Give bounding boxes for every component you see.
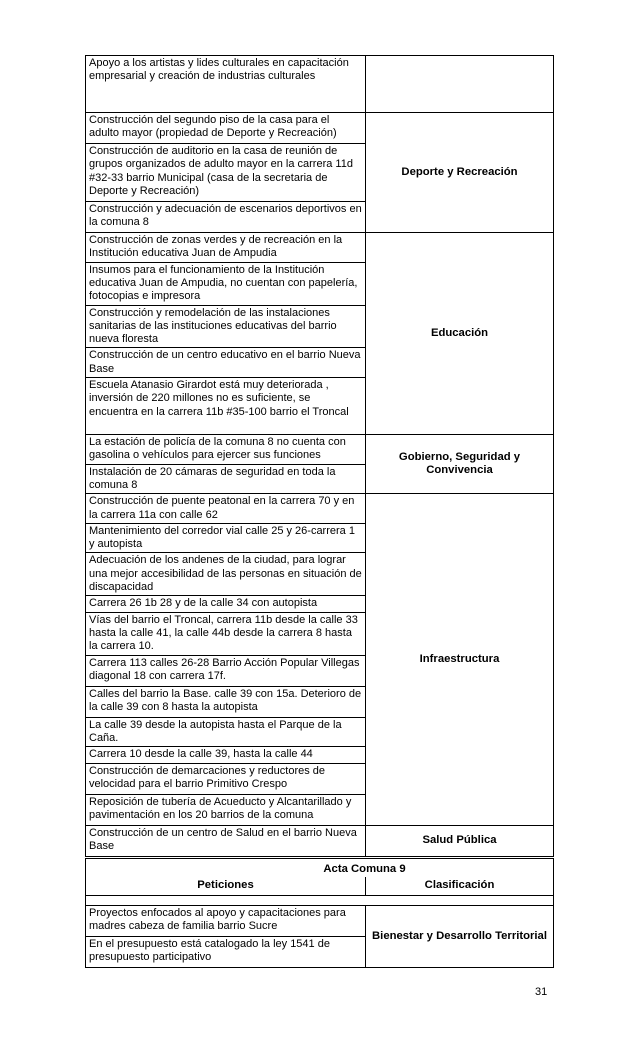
petition-cell: Construcción y adecuación de escenarios deportivos en la comuna 8: [86, 202, 366, 233]
category-infraestructura: Infraestructura: [366, 494, 554, 825]
petition-cell: Construcción de puente peatonal en la carrera 70 y en la carrera 11a con calle 62: [86, 494, 366, 524]
spacer-cell: [366, 895, 554, 905]
petition-cell: Construcción de un centro educativo en el barrio Nueva Base: [86, 348, 366, 378]
category-cell-empty: [366, 56, 554, 113]
category-gobierno: Gobierno, Seguridad y Convivencia: [366, 435, 554, 494]
petition-cell: Construcción del segundo piso de la casa para el adulto mayor (propiedad de Deporte y Recreación): [86, 113, 366, 144]
acta-title-text: Acta Comuna 9: [323, 863, 406, 875]
table-row: [86, 233, 554, 263]
table-row: [86, 56, 554, 113]
petition-cell: Adecuación de los andenes de la ciudad, para lograr una mejor accesibilidad de las personas en situación de discapacidad: [86, 553, 366, 596]
spacer-cell: [86, 895, 366, 905]
petition-cell: Escuela Atanasio Girardot está muy deteriorada , inversión de 220 millones no es suficiente, se encuentra en la carrera 11b #35-100 barrio el Troncal: [86, 378, 366, 435]
table-row: [86, 113, 554, 144]
petition-cell: Carrera 26 1b 28 y de la calle 34 con autopista: [86, 596, 366, 612]
petition-cell: Proyectos enfocados al apoyo y capacitaciones para madres cabeza de familia barrio Sucre: [86, 905, 366, 936]
acta-title: [86, 859, 554, 878]
petition-cell: Instalación de 20 cámaras de seguridad en toda la comuna 8: [86, 464, 366, 494]
petition-cell: La calle 39 desde la autopista hasta el Parque de la Caña.: [86, 717, 366, 747]
petition-cell: Construcción y remodelación de las instalaciones sanitarias de las instituciones educativas del barrio nueva floresta: [86, 305, 366, 348]
petition-cell: Apoyo a los artistas y lides culturales en capacitación empresarial y creación de industrias culturales: [86, 56, 366, 113]
table-row: [86, 905, 554, 936]
page-number: 31: [535, 986, 548, 998]
column-header-clasificacion: Clasificación: [366, 877, 554, 895]
petition-cell: En el presupuesto está catalogado la ley 1541 de presupuesto participativo: [86, 936, 366, 967]
table-row: [86, 494, 554, 524]
column-header-peticiones: Peticiones: [86, 877, 366, 895]
table-row: [86, 435, 554, 465]
petition-cell: Construcción de demarcaciones y reductores de velocidad para el barrio Primitivo Crespo: [86, 763, 366, 794]
main-petitions-table: [85, 55, 554, 857]
petition-cell: La estación de policía de la comuna 8 no cuenta con gasolina o vehículos para ejercer sus funciones: [86, 435, 366, 465]
category-salud: Salud Pública: [366, 825, 554, 856]
spacer-row: [86, 895, 554, 905]
category-educacion: Educación: [366, 233, 554, 435]
acta-comuna-9-table: [85, 858, 554, 968]
table-row: [86, 825, 554, 856]
petition-cell: Construcción de zonas verdes y de recreación en la Institución educativa Juan de Ampudia: [86, 233, 366, 263]
category-bienestar: Bienestar y Desarrollo Territorial: [366, 905, 554, 967]
petition-cell: Insumos para el funcionamiento de la Institución educativa Juan de Ampudia, no cuentan con papelería, fotocopias e impresora: [86, 262, 366, 305]
petition-cell: Carrera 10 desde la calle 39, hasta la calle 44: [86, 747, 366, 763]
petition-cell: Carrera 113 calles 26-28 Barrio Acción Popular Villegas diagonal 18 con carrera 17f.: [86, 655, 366, 686]
petition-cell: Vías del barrio el Troncal, carrera 11b desde la calle 33 hasta la calle 41, la calle 44b desde la carrera 8 hasta la carrera 10.: [86, 612, 366, 655]
acta-title-row: [86, 859, 554, 878]
petition-cell: Construcción de auditorio en la casa de reunión de grupos organizados de adulto mayor en la carrera 11d #32-33 barrio Municipal (casa de la secretaria de Deporte y Recreación): [86, 144, 366, 202]
petition-cell: Mantenimiento del corredor vial calle 25 y 26-carrera 1 y autopista: [86, 523, 366, 553]
acta-header-row: [86, 877, 554, 895]
petition-cell: Reposición de tubería de Acueducto y Alcantarillado y pavimentación en los 20 barrios de la comuna: [86, 794, 366, 825]
category-deporte: Deporte y Recreación: [366, 113, 554, 233]
petition-cell: Construcción de un centro de Salud en el barrio Nueva Base: [86, 825, 366, 856]
petition-cell: Calles del barrio la Base. calle 39 con 15a. Deterioro de la calle 39 con 8 hasta la autopista: [86, 686, 366, 717]
